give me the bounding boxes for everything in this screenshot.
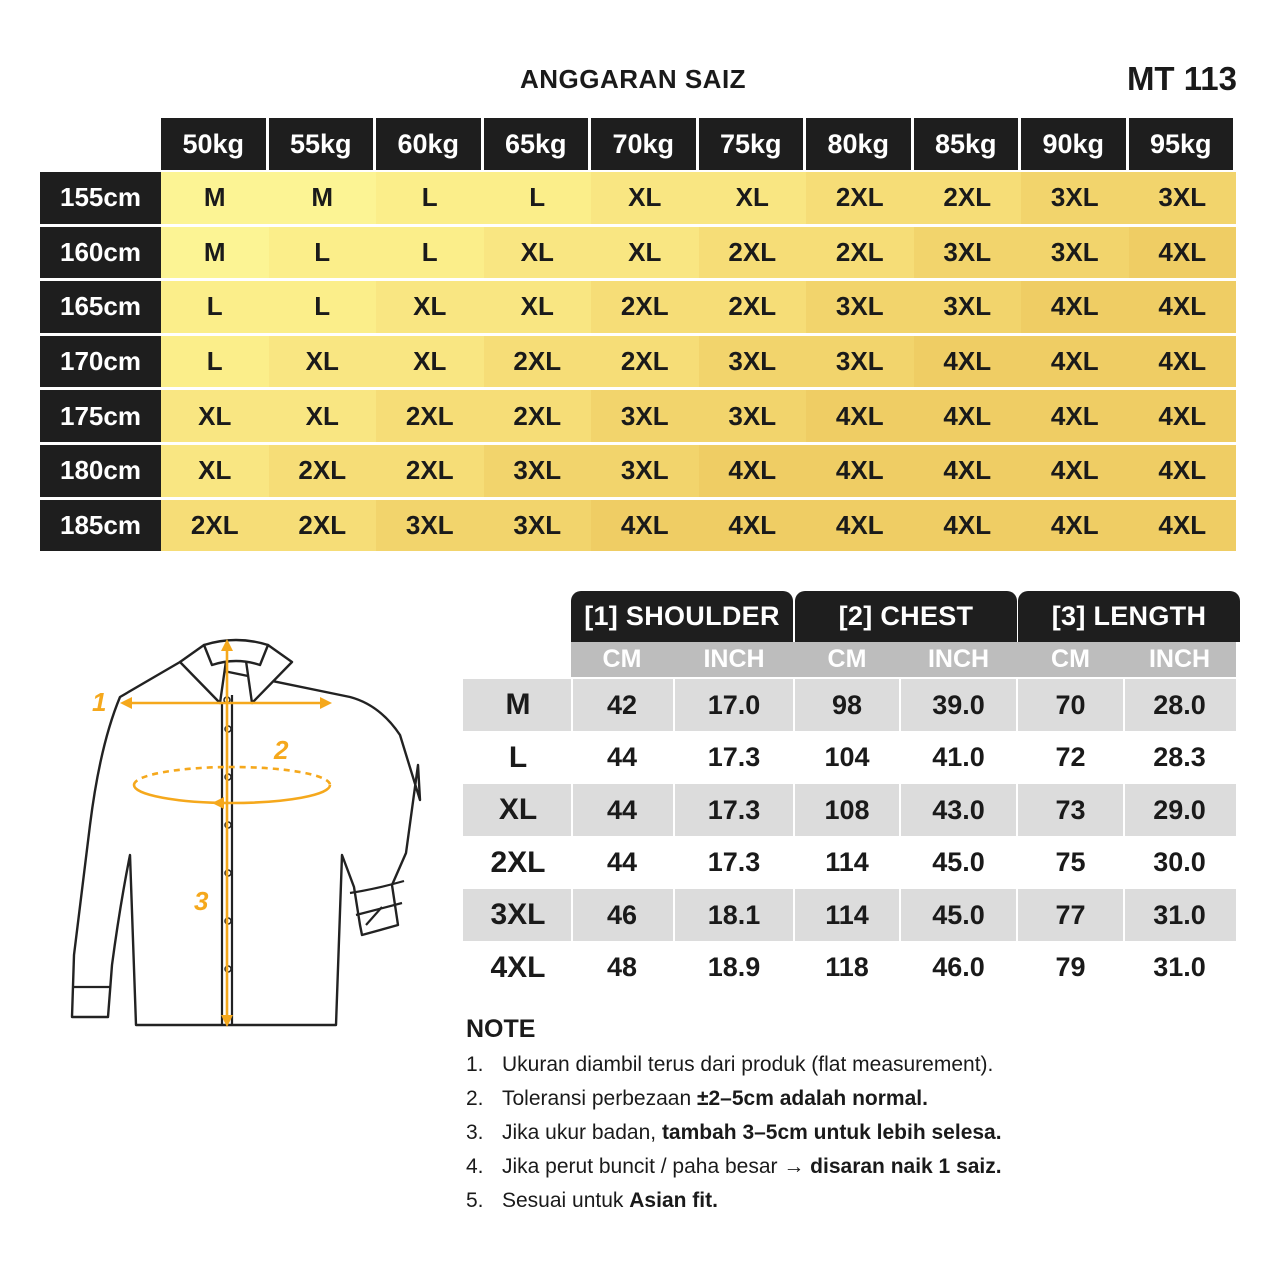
- measurement-value: 39.0: [932, 689, 985, 720]
- group-header: [2] CHEST: [795, 591, 1017, 642]
- weight-header: 55kg: [269, 118, 374, 170]
- size-cell: 2XL: [699, 227, 807, 279]
- measurement-value: 44: [606, 847, 638, 877]
- height-label: 170cm: [40, 336, 161, 388]
- note-number: 5.: [466, 1189, 484, 1212]
- size-cell: XL: [376, 336, 484, 388]
- measurement-value: 18.1: [707, 899, 761, 930]
- size-label: L: [508, 740, 528, 774]
- size-cell: 3XL: [806, 336, 914, 388]
- measurement-value: 77: [1055, 899, 1086, 930]
- size-label: XL: [498, 793, 538, 826]
- column-divider: [571, 679, 573, 994]
- size-cell: 3XL: [1021, 227, 1129, 279]
- note-item: [466, 1087, 1246, 1121]
- unit-header: INCH: [1123, 642, 1236, 677]
- note-number: 3.: [466, 1121, 484, 1144]
- size-cell: 4XL: [1021, 390, 1129, 442]
- note-plain: Jika ukur badan,: [502, 1121, 662, 1144]
- size-cell: M: [161, 172, 269, 224]
- note-plain: Ukuran diambil terus dari produk (flat measurement).: [502, 1053, 994, 1076]
- size-cell: XL: [376, 281, 484, 333]
- weight-header: 50kg: [161, 118, 266, 170]
- column-divider: [1016, 679, 1018, 994]
- size-cell: 3XL: [591, 445, 699, 497]
- measurement-table: [463, 591, 1236, 991]
- measurement-row: [463, 837, 1236, 889]
- unit-header: CM: [795, 642, 899, 677]
- size-cell: L: [376, 172, 484, 224]
- size-cell: 3XL: [591, 390, 699, 442]
- size-cell: XL: [269, 336, 377, 388]
- size-cell: 3XL: [914, 281, 1022, 333]
- note-text: [502, 1189, 718, 1223]
- note-item: [466, 1053, 1246, 1087]
- size-cell: 4XL: [1129, 227, 1237, 279]
- shoulder-marker: 1: [92, 687, 107, 717]
- height-label: 160cm: [40, 227, 161, 279]
- column-divider: [1123, 679, 1125, 994]
- measurement-value: 28.0: [1153, 689, 1206, 720]
- note-text: [502, 1053, 993, 1087]
- size-cell: XL: [484, 227, 592, 279]
- length-marker: 3: [194, 886, 209, 916]
- height-label: 165cm: [40, 281, 161, 333]
- size-cell: XL: [161, 445, 269, 497]
- height-label: 175cm: [40, 390, 161, 442]
- measurement-value: 75: [1055, 847, 1086, 877]
- measurement-value: 17.3: [707, 794, 761, 825]
- note-bold: ±2–5cm adalah normal.: [696, 1087, 928, 1110]
- measurement-value: 30.0: [1153, 847, 1206, 877]
- measurement-value: 44: [606, 742, 638, 772]
- size-cell: L: [161, 336, 269, 388]
- size-cell: 4XL: [1021, 281, 1129, 333]
- size-cell: 4XL: [1129, 500, 1237, 552]
- shirt-diagram: [60, 625, 460, 1045]
- weight-header: 65kg: [484, 118, 589, 170]
- measurement-value: 46.0: [932, 952, 985, 982]
- size-cell: 4XL: [914, 336, 1022, 388]
- note-item: [466, 1121, 1246, 1155]
- group-header: [1] SHOULDER: [571, 591, 793, 642]
- product-code: MT 113: [1126, 60, 1237, 97]
- size-cell: 4XL: [1129, 390, 1237, 442]
- size-cell: L: [269, 227, 377, 279]
- size-cell: 3XL: [1021, 172, 1129, 224]
- measurement-value: 28.3: [1153, 742, 1206, 772]
- measurement-value: 17.3: [707, 847, 761, 877]
- note-bold: disaran naik 1 saiz.: [810, 1155, 1002, 1178]
- note-text: [502, 1121, 1002, 1155]
- size-cell: 3XL: [914, 227, 1022, 279]
- column-divider: [673, 679, 675, 994]
- measurement-value: 114: [825, 899, 869, 930]
- row-divider: [161, 551, 1236, 554]
- measurement-value: 79: [1055, 952, 1086, 982]
- measurement-value: 48: [606, 952, 638, 982]
- size-cell: XL: [269, 390, 377, 442]
- size-cell: 4XL: [806, 445, 914, 497]
- measurement-value: 114: [825, 847, 869, 877]
- size-cell: 3XL: [699, 390, 807, 442]
- size-cell: 3XL: [484, 500, 592, 552]
- size-cell: 3XL: [484, 445, 592, 497]
- measurement-value: 29.0: [1153, 794, 1206, 825]
- measurement-row: [463, 889, 1236, 941]
- size-cell: 4XL: [591, 500, 699, 552]
- weight-header: 90kg: [1021, 118, 1126, 170]
- measurement-value: 45.0: [932, 899, 985, 930]
- note-plain: Sesuai untuk: [502, 1189, 630, 1212]
- note-text: [502, 1087, 928, 1121]
- measurement-value: 98: [831, 689, 863, 720]
- size-cell: XL: [591, 227, 699, 279]
- note-title: NOTE: [466, 1015, 536, 1043]
- note-plain: Toleransi perbezaan: [502, 1087, 697, 1110]
- size-cell: 2XL: [806, 172, 914, 224]
- weight-header: 70kg: [591, 118, 696, 170]
- size-cell: 3XL: [806, 281, 914, 333]
- note-number: 4.: [466, 1155, 484, 1178]
- size-label: M: [505, 688, 531, 721]
- size-cell: 4XL: [1021, 336, 1129, 388]
- measurement-value: 118: [825, 952, 869, 982]
- size-cell: 2XL: [484, 336, 592, 388]
- measurement-value: 41.0: [932, 742, 985, 772]
- size-label: 3XL: [490, 898, 546, 931]
- note-bold: tambah 3–5cm untuk lebih selesa.: [661, 1121, 1002, 1144]
- measurement-row: [463, 784, 1236, 836]
- note-number: 1.: [466, 1053, 484, 1076]
- unit-header: INCH: [673, 642, 795, 677]
- measurement-value: 44: [606, 794, 638, 825]
- size-cell: 3XL: [699, 336, 807, 388]
- size-cell: 4XL: [806, 390, 914, 442]
- measurement-value: 104: [824, 742, 870, 772]
- size-cell: XL: [484, 281, 592, 333]
- size-cell: XL: [161, 390, 269, 442]
- note-number: 2.: [466, 1087, 484, 1110]
- size-cell: 3XL: [376, 500, 484, 552]
- size-cell: L: [269, 281, 377, 333]
- size-cell: 4XL: [1129, 336, 1237, 388]
- measurement-value: 46: [606, 899, 638, 930]
- size-cell: 4XL: [1021, 445, 1129, 497]
- size-cell: L: [161, 281, 269, 333]
- size-cell: 4XL: [914, 390, 1022, 442]
- measurement-value: 31.0: [1153, 899, 1206, 930]
- weight-header: 75kg: [699, 118, 804, 170]
- size-cell: 4XL: [699, 500, 807, 552]
- page-title: ANGGARAN SAIZ: [520, 64, 747, 94]
- size-cell: L: [484, 172, 592, 224]
- size-cell: 4XL: [1021, 500, 1129, 552]
- size-cell: 4XL: [1129, 281, 1237, 333]
- weight-header: 60kg: [376, 118, 481, 170]
- size-label: 4XL: [490, 950, 546, 984]
- measurement-value: 17.0: [707, 689, 761, 720]
- measurement-value: 18.9: [707, 952, 761, 982]
- size-cell: 4XL: [1129, 445, 1237, 497]
- note-plain: Jika perut buncit / paha besar →: [502, 1155, 811, 1178]
- note-text: [502, 1155, 1002, 1189]
- size-cell: 4XL: [806, 500, 914, 552]
- size-cell: 2XL: [591, 281, 699, 333]
- weight-header: 95kg: [1129, 118, 1234, 170]
- size-cell: 4XL: [699, 445, 807, 497]
- size-cell: 4XL: [914, 500, 1022, 552]
- measurement-value: 43.0: [932, 794, 985, 825]
- unit-header: CM: [571, 642, 673, 677]
- size-cell: 2XL: [269, 445, 377, 497]
- chest-marker: 2: [274, 735, 289, 765]
- size-cell: 2XL: [161, 500, 269, 552]
- size-cell: 2XL: [591, 336, 699, 388]
- column-divider: [793, 679, 795, 994]
- size-cell: 3XL: [1129, 172, 1237, 224]
- notes-list: [466, 1053, 1246, 1223]
- measurement-value: 17.3: [707, 742, 761, 772]
- unit-header: INCH: [899, 642, 1018, 677]
- height-label: 185cm: [40, 500, 161, 552]
- measurement-value: 70: [1055, 689, 1086, 720]
- size-cell: XL: [699, 172, 807, 224]
- measurement-row: [463, 942, 1236, 994]
- size-cell: 2XL: [484, 390, 592, 442]
- size-cell: M: [269, 172, 377, 224]
- size-cell: 2XL: [376, 445, 484, 497]
- size-cell: XL: [591, 172, 699, 224]
- measurement-row: [463, 732, 1236, 784]
- measurement-value: 31.0: [1153, 952, 1206, 982]
- measurement-value: 45.0: [932, 847, 985, 877]
- size-cell: M: [161, 227, 269, 279]
- size-cell: 2XL: [269, 500, 377, 552]
- note-item: [466, 1155, 1246, 1189]
- size-cell: 4XL: [914, 445, 1022, 497]
- size-cell: 2XL: [806, 227, 914, 279]
- height-label: 155cm: [40, 172, 161, 224]
- measurement-row: [463, 679, 1236, 731]
- note-bold: Asian fit.: [629, 1189, 718, 1212]
- size-cell: 2XL: [376, 390, 484, 442]
- measurement-value: 73: [1055, 794, 1086, 825]
- size-cell: 2XL: [914, 172, 1022, 224]
- measurement-value: 72: [1055, 742, 1086, 772]
- unit-header: CM: [1018, 642, 1123, 677]
- group-header: [3] LENGTH: [1018, 591, 1240, 642]
- size-label: 2XL: [490, 845, 546, 879]
- size-estimate-grid: [40, 118, 1236, 558]
- weight-header: 80kg: [806, 118, 911, 170]
- height-label: 180cm: [40, 445, 161, 497]
- measurement-value: 108: [824, 794, 870, 825]
- measurement-value: 42: [606, 689, 638, 720]
- size-cell: L: [376, 227, 484, 279]
- weight-header: 85kg: [914, 118, 1019, 170]
- size-cell: 2XL: [699, 281, 807, 333]
- column-divider: [899, 679, 901, 994]
- note-item: [466, 1189, 1246, 1223]
